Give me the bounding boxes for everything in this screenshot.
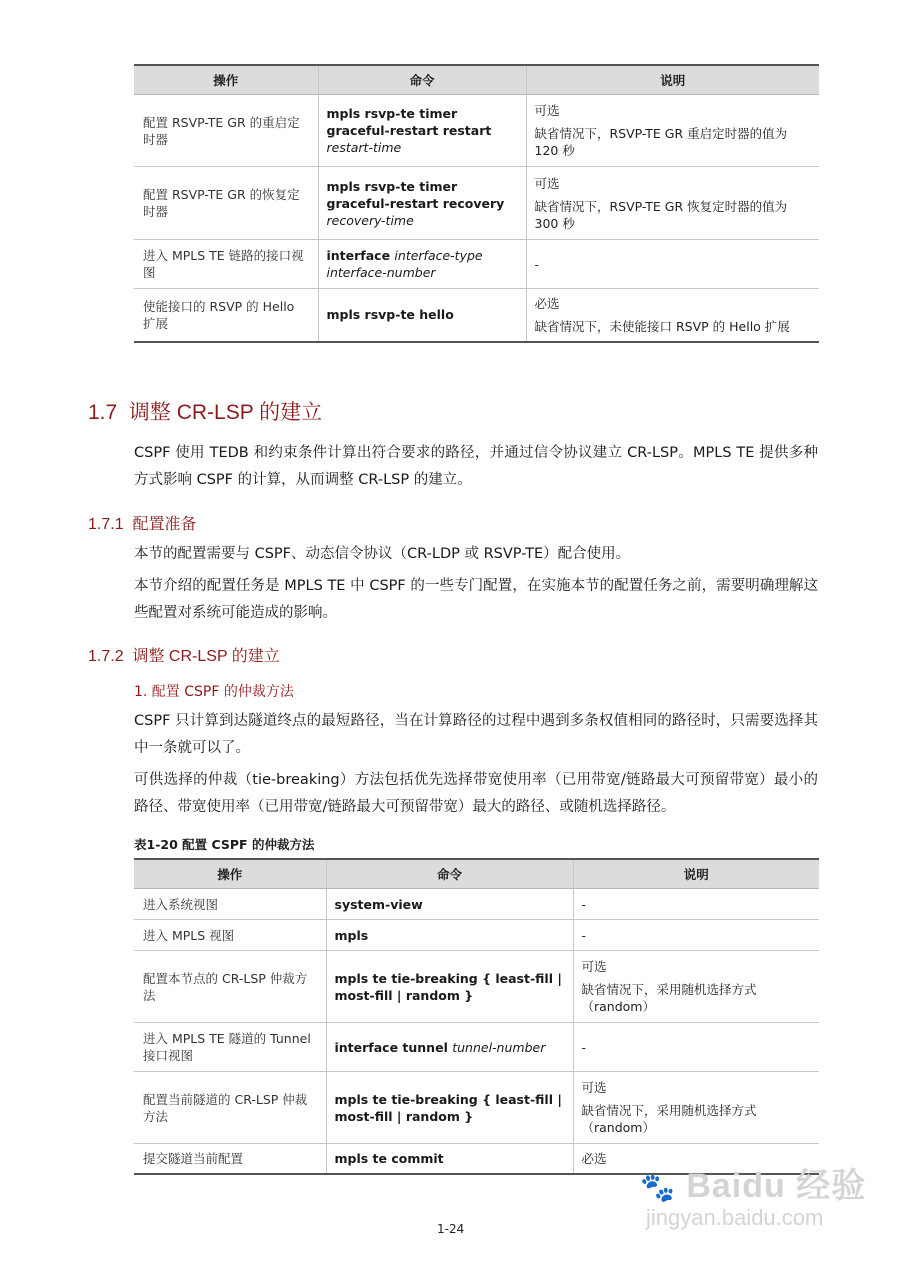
command-cell xyxy=(318,167,526,240)
description-cell: 必选 xyxy=(573,1144,819,1174)
table-row xyxy=(134,889,819,920)
command-argument: interface-type interface-number xyxy=(326,248,483,280)
description-cell xyxy=(526,167,819,240)
command-cell xyxy=(326,1023,573,1072)
requirement-text: 可选 xyxy=(534,103,560,118)
watermark xyxy=(640,1158,880,1231)
header-command: 命令 xyxy=(326,859,573,889)
requirement-text: 可选 xyxy=(581,1080,607,1095)
table-row xyxy=(134,920,819,951)
default-text: 缺省情况下，采用随机选择方式（random） xyxy=(581,1103,757,1135)
subsection-number: 1.7.1 xyxy=(88,516,124,533)
paw-icon: 🐾 xyxy=(640,1172,676,1203)
table-row xyxy=(134,167,819,240)
command-cell: mpls te tie-breaking { least-fill | most-fill | random } xyxy=(326,1072,573,1144)
paragraph: 本节介绍的配置任务是 MPLS TE 中 CSPF 的一些专门配置，在实施本节的配置任务之前，需要明确理解这些配置对系统可能造成的影响。 xyxy=(134,578,818,621)
table-header-row xyxy=(134,859,819,889)
page-number: 1-24 xyxy=(437,1222,465,1236)
description-cell: - xyxy=(573,889,819,920)
operation-cell: 进入 MPLS TE 隧道的 Tunnel 接口视图 xyxy=(134,1023,326,1072)
section-intro: CSPF 使用 TEDB 和约束条件计算出符合要求的路径，并通过信令协议建立 CR-LSP。MPLS TE 提供多种方式影响 CSPF 的计算，从而调整 CR-LSP 的建立。 xyxy=(134,445,818,488)
section-heading xyxy=(88,396,322,426)
subsection-heading xyxy=(88,511,197,534)
header-command: 命令 xyxy=(318,65,526,95)
operation-cell: 进入 MPLS TE 链路的接口视图 xyxy=(134,240,318,289)
section-title: 调整 CR-LSP 的建立 xyxy=(128,401,323,424)
default-text: 缺省情况下，未使能接口 RSVP 的 Hello 扩展 xyxy=(534,318,790,334)
description-cell xyxy=(573,951,819,1023)
table-row xyxy=(134,95,819,167)
subsection-number: 1.7.2 xyxy=(88,648,124,665)
command-cell xyxy=(318,240,526,289)
paragraph: CSPF 只计算到达隧道终点的最短路径，当在计算路径的过程中遇到多条权值相同的路径时，只需要选择其中一条就可以了。 xyxy=(134,713,818,756)
operation-cell: 配置 RSVP-TE GR 的恢复定时器 xyxy=(134,167,318,240)
header-description: 说明 xyxy=(526,65,819,95)
description-cell xyxy=(573,1072,819,1144)
watermark-url: jingyan.baidu.com xyxy=(646,1205,824,1230)
paragraph: 本节的配置需要与 CSPF、动态信令协议（CR-LDP 或 RSVP-TE）配合使用。 xyxy=(134,546,631,562)
default-text: 缺省情况下，RSVP-TE GR 恢复定时器的值为 300 秒 xyxy=(534,198,788,231)
command-cell: mpls te commit xyxy=(326,1144,573,1174)
header-operation: 操作 xyxy=(134,859,326,889)
description-cell xyxy=(526,289,819,342)
command-argument: recovery-time xyxy=(326,212,414,228)
requirement-text: 可选 xyxy=(581,959,607,974)
operation-cell: 使能接口的 RSVP 的 Hello 扩展 xyxy=(134,289,318,342)
command-cell: system-view xyxy=(326,889,573,920)
table-row xyxy=(134,1072,819,1144)
operation-cell: 进入 MPLS 视图 xyxy=(134,920,326,951)
description-cell: - xyxy=(573,920,819,951)
command-keyword: mpls rsvp-te timer graceful-restart restart xyxy=(326,106,492,138)
command-argument: tunnel-number xyxy=(452,1039,546,1055)
table-caption: 表1-20 配置 CSPF 的仲裁方法 xyxy=(134,837,315,852)
default-text: 缺省情况下，采用随机选择方式（random） xyxy=(581,982,757,1014)
description-cell xyxy=(526,240,819,289)
requirement-text: 必选 xyxy=(534,295,560,311)
command-argument: restart-time xyxy=(326,140,402,155)
command-cell xyxy=(318,289,526,342)
operation-cell: 配置本节点的 CR-LSP 仲裁方法 xyxy=(134,951,326,1023)
subsection-title: 配置准备 xyxy=(132,516,197,533)
command-keyword: mpls rsvp-te timer graceful-restart recovery xyxy=(326,178,505,211)
table-row xyxy=(134,240,819,289)
cspf-tie-breaking-table xyxy=(134,858,819,1175)
header-description: 说明 xyxy=(573,859,819,889)
subsection-title: 调整 CR-LSP 的建立 xyxy=(132,648,280,665)
table-row xyxy=(134,1023,819,1072)
requirement-text: 可选 xyxy=(534,175,560,191)
header-operation: 操作 xyxy=(134,65,318,95)
default-text: 缺省情况下，RSVP-TE GR 重启定时器的值为 120 秒 xyxy=(534,126,788,158)
table-row xyxy=(134,289,819,342)
table-row xyxy=(134,951,819,1023)
operation-cell: 进入系统视图 xyxy=(134,889,326,920)
section-number: 1.7 xyxy=(88,401,118,424)
operation-cell: 配置 RSVP-TE GR 的重启定时器 xyxy=(134,95,318,167)
requirement-text: - xyxy=(534,256,540,272)
rsvp-gr-table xyxy=(134,64,819,343)
command-keyword: interface tunnel xyxy=(334,1039,448,1055)
command-keyword: mpls rsvp-te hello xyxy=(326,307,454,323)
command-cell xyxy=(318,95,526,167)
item-heading: 1. 配置 CSPF 的仲裁方法 xyxy=(134,684,294,700)
command-keyword: interface xyxy=(326,248,391,263)
subsection-heading xyxy=(88,643,280,666)
command-cell: mpls te tie-breaking { least-fill | most-fill | random } xyxy=(326,951,573,1023)
operation-cell: 配置当前隧道的 CR-LSP 仲裁方法 xyxy=(134,1072,326,1144)
command-cell: mpls xyxy=(326,920,573,951)
paragraph: 可供选择的仲裁（tie-breaking）方法包括优先选择带宽使用率（已用带宽/链路最大可预留带宽）最小的路径、带宽使用率（已用带宽/链路最大可预留带宽）最大的路径、或随机选择路径。 xyxy=(134,772,818,815)
description-cell xyxy=(526,95,819,167)
description-cell: - xyxy=(573,1023,819,1072)
table-header-row xyxy=(134,65,819,95)
operation-cell: 提交隧道当前配置 xyxy=(134,1144,326,1174)
watermark-logo: 🐾 Baidu 经验 xyxy=(640,1167,867,1205)
